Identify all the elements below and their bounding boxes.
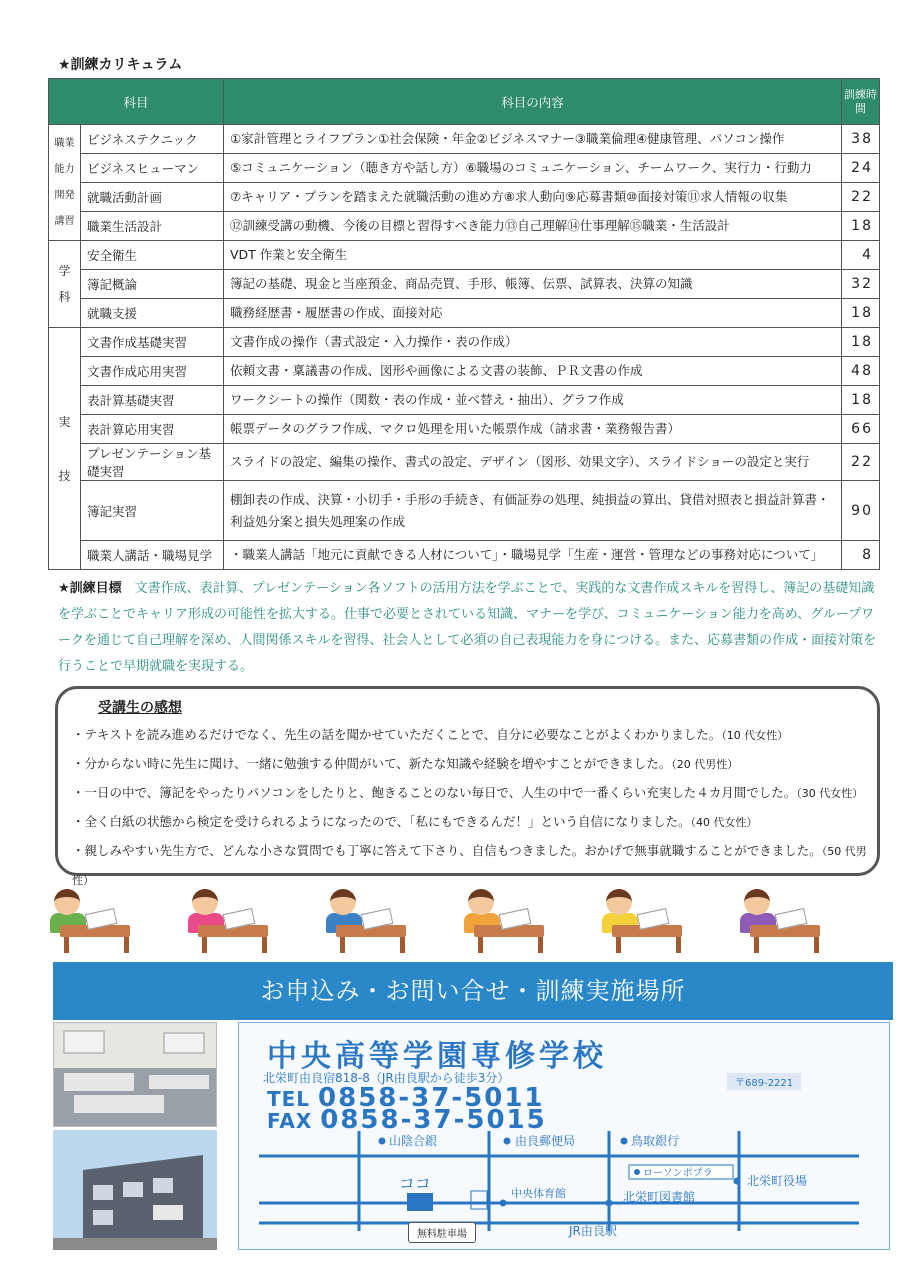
hours-cell: 22 xyxy=(842,444,880,481)
content-cell: ①家計管理とライフプラン①社会保険・年金②ビジネスマナー③職業倫理④健康管理、パソコン操作 xyxy=(224,125,842,154)
goal-text: 文書作成、表計算、プレゼンテーション各ソフトの活用方法を学ぶことで、実践的な文書作成スキルを習得し、簿記の基礎知識を学ぶことでキャリア形成の可能性を拡大する。仕事で必要とされている知識、マナーを学び、コミュニケーション能力を高め、グループワークを通じて自己理解を深め、人間関係スキルを習得、社会人として必須の自己表現能力を身につける。また、応募書類の作成・面接対策を行うことで早期就職を実現する。 xyxy=(58,581,877,674)
subject-cell: 文書作成基礎実習 xyxy=(81,328,224,357)
map-town-office: 北栄町役場 xyxy=(747,1174,808,1188)
curriculum-row xyxy=(49,270,880,299)
map-gym: 中央体育館 xyxy=(511,1187,566,1200)
impression-item: ・分からない時に先生に聞け、一緒に勉強する仲間がいて、新たな知識や経験を増やすことができました。（20 代男性） xyxy=(72,756,739,771)
student-figure xyxy=(316,885,426,955)
impressions-title: 受講生の感想 xyxy=(98,700,182,716)
subject-cell: ビジネステクニック xyxy=(81,125,224,154)
group-label: 実 技 xyxy=(49,328,81,570)
impression-item: ・全く白紙の状態から検定を受けられるようになったので、「私にもできるんだ！」という自信になりました。（40 代女性） xyxy=(72,814,758,829)
access-map xyxy=(239,1131,891,1251)
hours-cell: 48 xyxy=(842,357,880,386)
content-cell: 職務経歴書・履歴書の作成、面接対応 xyxy=(224,299,842,328)
map-tottori-bank: 鳥取銀行 xyxy=(631,1134,680,1148)
curriculum-row xyxy=(49,386,880,415)
curriculum-title: ★訓練カリキュラム xyxy=(58,57,183,73)
contact-banner: お申込み・お問い合せ・訓練実施場所 xyxy=(53,962,893,1020)
curriculum-row xyxy=(49,241,880,270)
content-cell: ⑫訓練受講の動機、今後の目標と習得すべき能力⑬自己理解⑭仕事理解⑮職業・生活設計 xyxy=(224,212,842,241)
group-label: 学 科 xyxy=(49,241,81,328)
impressions-list xyxy=(72,721,872,895)
curriculum-row xyxy=(49,154,880,183)
content-cell: ワークシートの操作（関数・表の作成・並べ替え・抽出）、グラフ作成 xyxy=(224,386,842,415)
hours-cell: 38 xyxy=(842,125,880,154)
subject-cell: 安全衛生 xyxy=(81,241,224,270)
map-yura-post: 由良郵便局 xyxy=(515,1134,576,1148)
curriculum-row xyxy=(49,299,880,328)
curriculum-row xyxy=(49,444,880,481)
students-illustration xyxy=(40,885,880,955)
hours-cell: 18 xyxy=(842,328,880,357)
group-label: 職業 能力 開発 講習 xyxy=(49,125,81,241)
classroom-photo xyxy=(53,1022,217,1127)
hours-cell: 90 xyxy=(842,481,880,541)
curriculum-row xyxy=(49,125,880,154)
postal-code: 〒689-2221 xyxy=(727,1073,801,1090)
impression-item: ・テキストを読み進めるだけでなく、先生の話を聞かせていただくことで、自分に必要なことがよくわかりました。（10 代女性） xyxy=(72,727,789,742)
content-cell: 棚卸表の作成、決算・小切手・手形の手続き、有価証券の処理、純損益の算出、貸借対照表と損益計算書・利益処分案と損失処理案の作成 xyxy=(224,481,842,541)
curriculum-table xyxy=(48,78,880,570)
subject-cell: 就職支援 xyxy=(81,299,224,328)
content-cell: 依頼文書・稟議書の作成、図形や画像による文書の装飾、ＰＲ文書の作成 xyxy=(224,357,842,386)
content-cell: 文書作成の操作（書式設定・入力操作・表の作成） xyxy=(224,328,842,357)
map-lawson: ローソンポプラ xyxy=(643,1168,713,1179)
impression-item: ・一日の中で、簿記をやったりパソコンをしたりと、飽きることのない毎日で、人生の中で一番くらい充実した４カ月間でした。（30 代女性） xyxy=(72,785,864,800)
student-figure xyxy=(454,885,564,955)
impressions-bubble xyxy=(55,686,880,887)
curriculum-row xyxy=(49,183,880,212)
subject-cell: プレゼンテーション基礎実習 xyxy=(81,444,224,481)
subject-cell: 表計算応用実習 xyxy=(81,415,224,444)
map-station: JR由良駅 xyxy=(569,1224,617,1238)
subject-cell: 簿記実習 xyxy=(81,481,224,541)
training-goal xyxy=(58,576,878,680)
school-info xyxy=(238,1022,890,1250)
student-figure xyxy=(730,885,840,955)
header-hours: 訓練時間 xyxy=(842,79,880,125)
hours-cell: 22 xyxy=(842,183,880,212)
subject-cell: 表計算基礎実習 xyxy=(81,386,224,415)
subject-cell: 簿記概論 xyxy=(81,270,224,299)
student-figure xyxy=(40,885,150,955)
content-cell: 帳票データのグラフ作成、マクロ処理を用いた帳票作成（請求書・業務報告書） xyxy=(224,415,842,444)
student-figure xyxy=(178,885,288,955)
header-subject: 科目 xyxy=(49,79,224,125)
hours-cell: 4 xyxy=(842,241,880,270)
curriculum-row xyxy=(49,212,880,241)
curriculum-row xyxy=(49,357,880,386)
curriculum-row xyxy=(49,415,880,444)
subject-cell: 文書作成応用実習 xyxy=(81,357,224,386)
map-sanin-bank: 山陰合銀 xyxy=(389,1134,438,1148)
curriculum-row xyxy=(49,481,880,541)
subject-cell: 職業人講話・職場見学 xyxy=(81,541,224,570)
hours-cell: 18 xyxy=(842,299,880,328)
content-cell: ⑦キャリア・プランを踏まえた就職活動の進め方⑧求人動向⑨応募書類⑩面接対策⑪求人情報の収集 xyxy=(224,183,842,212)
content-cell: ・職業人講話「地元に貢献できる人材について」・職場見学「生産・運営・管理などの事務対応について」 xyxy=(224,541,842,570)
impression-item: ・親しみやすい先生方で、どんな小さな質問でも丁寧に答えて下さり、自信もつきました。おかげで無事就職することができました。（50 代男性） xyxy=(72,843,867,887)
student-figure xyxy=(592,885,702,955)
hours-cell: 32 xyxy=(842,270,880,299)
map-library: 北栄町図書館 xyxy=(623,1190,696,1204)
header-content: 科目の内容 xyxy=(224,79,842,125)
hours-cell: 18 xyxy=(842,212,880,241)
subject-cell: 就職活動計画 xyxy=(81,183,224,212)
map-koko: ココ xyxy=(399,1174,432,1193)
content-cell: ⑤コミュニケーション（聴き方や話し方）⑥職場のコミュニケーション、チームワーク、実行力・行動力 xyxy=(224,154,842,183)
hours-cell: 18 xyxy=(842,386,880,415)
subject-cell: 職業生活設計 xyxy=(81,212,224,241)
goal-label: ★訓練目標 xyxy=(58,581,122,596)
content-cell: VDT 作業と安全衛生 xyxy=(224,241,842,270)
content-cell: スライドの設定、編集の操作、書式の設定、デザイン（図形、効果文字）、スライドショーの設定と実行 xyxy=(224,444,842,481)
hours-cell: 8 xyxy=(842,541,880,570)
hours-cell: 24 xyxy=(842,154,880,183)
content-cell: 簿記の基礎、現金と当座預金、商品売買、手形、帳簿、伝票、試算表、決算の知識 xyxy=(224,270,842,299)
fax-number: FAX 0858-37-5015 xyxy=(267,1105,547,1135)
school-name: 中央高等学園専修学校 xyxy=(267,1039,607,1074)
hours-cell: 66 xyxy=(842,415,880,444)
subject-cell: ビジネスヒューマン xyxy=(81,154,224,183)
building-photo xyxy=(53,1130,217,1250)
school-address: 北栄町由良宿818-8（JR由良駅から徒歩3分） xyxy=(263,1071,510,1085)
phone-number[interactable]: TEL 0858-37-5011 xyxy=(267,1083,545,1113)
curriculum-row xyxy=(49,541,880,570)
parking-label: 無料駐車場 xyxy=(408,1222,476,1243)
curriculum-row xyxy=(49,328,880,357)
